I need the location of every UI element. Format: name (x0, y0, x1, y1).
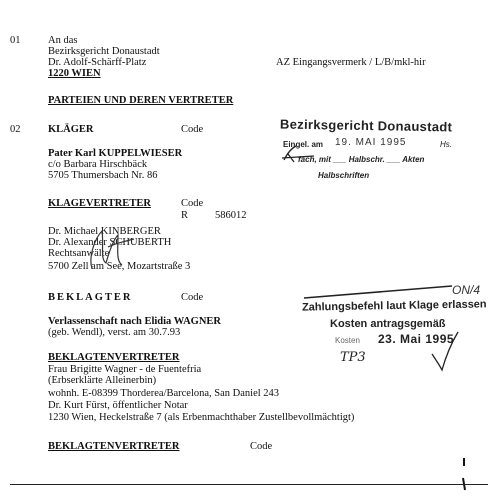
defendant-counsel-line-5: 1230 Wien, Heckelstraße 7 (als Erbenmachthaber Zustellbevollmächtigt) (48, 412, 355, 423)
payment-stamp-checkmark (428, 328, 462, 374)
parties-title: PARTEIEN UND DEREN VERTRETER (48, 95, 234, 106)
defendant-counsel-line-3: wohnh. E-08399 Thorderea/Barcelona, San Daniel 243 (48, 388, 280, 399)
defendant-code-label: Code (181, 292, 204, 303)
plaintiff-code-label: Code (181, 124, 204, 135)
court-stamp-line-2: fach, mit ___ Halbschr. ___ Akten (298, 155, 425, 164)
line-number-02: 02 (10, 124, 21, 135)
recipient-line-3: Dr. Adolf-Schärff-Platz (48, 57, 147, 68)
court-stamp-hs: Hs. (440, 140, 452, 149)
payment-stamp-date: 23. Mai 1995 (378, 332, 455, 346)
court-stamp-received-date: 19. MAI 1995 (335, 137, 407, 148)
defendant-counsel-2-code-label: Code (250, 441, 273, 452)
recipient-line-2: Bezirksgericht Donaustadt (48, 46, 160, 57)
court-stamp-initials (278, 142, 318, 166)
plaintiff-counsel-label: KLAGEVERTRETER (48, 198, 151, 209)
plaintiff-label: KLÄGER (48, 124, 94, 135)
plaintiff-address-1: c/o Barbara Hirschbäck (48, 159, 148, 170)
recipient-city: 1220 WIEN (48, 68, 101, 79)
plaintiff-counsel-line-2: Dr. Alexander SCHUBERTH (48, 237, 172, 248)
defendant-counsel-2-label: BEKLAGTENVERTRETER (48, 441, 180, 452)
defendant-counsel-line-1: Frau Brigitte Wagner - de Fuentefria (48, 364, 202, 375)
plaintiff-address-2: 5705 Thumersbach Nr. 86 (48, 170, 158, 181)
payment-stamp-line-2: Kosten antragsgemäß (330, 318, 446, 330)
bottom-rule (10, 484, 488, 485)
court-stamp-title: Bezirksgericht Donaustadt (279, 116, 453, 135)
payment-stamp-corner-mark: ON/4 (452, 283, 481, 297)
defendant-name: Verlassenschaft nach Elidia WAGNER (48, 316, 221, 327)
plaintiff-counsel-line-4: 5700 Zell am See, Mozartstraße 3 (48, 261, 191, 272)
plaintiff-counsel-code-label: Code (181, 198, 204, 209)
signature-scribble (78, 225, 138, 275)
reference-number: AZ Eingangsvermerk / L/B/mkl-hir (276, 57, 426, 68)
defendant-label: BEKLAGTER (48, 292, 133, 303)
plaintiff-name: Pater Karl KUPPELWIESER (48, 148, 183, 159)
payment-stamp-line-1: Zahlungsbefehl laut Klage erlassen (301, 298, 487, 314)
defendant-counsel-line-4: Dr. Kurt Fürst, öffentlicher Notar (48, 400, 188, 411)
payment-stamp-handnote: TP3 (340, 350, 366, 365)
payment-stamp-costs-label: Kosten (335, 336, 360, 345)
defendant-counsel-line-2: (Erbserklärte Alleinerbin) (48, 375, 157, 386)
court-stamp-received-label: Eingel. am (283, 140, 324, 149)
defendant-detail: (geb. Wendl), verst. am 30.7.93 (48, 327, 181, 338)
plaintiff-counsel-line-1: Dr. Michael KINBERGER (48, 226, 161, 237)
recipient-line-1: An das (48, 35, 78, 46)
plaintiff-counsel-line-3: Rechtsanwälte (48, 248, 110, 259)
defendant-counsel-label: BEKLAGTENVERTRETER (48, 352, 180, 363)
line-number-01: 01 (10, 35, 21, 46)
margin-marks (458, 456, 470, 492)
plaintiff-counsel-code-prefix: R (181, 210, 189, 221)
plaintiff-counsel-code-value: 586012 (215, 210, 247, 221)
court-stamp-line-3: Halbschriften (318, 171, 370, 180)
